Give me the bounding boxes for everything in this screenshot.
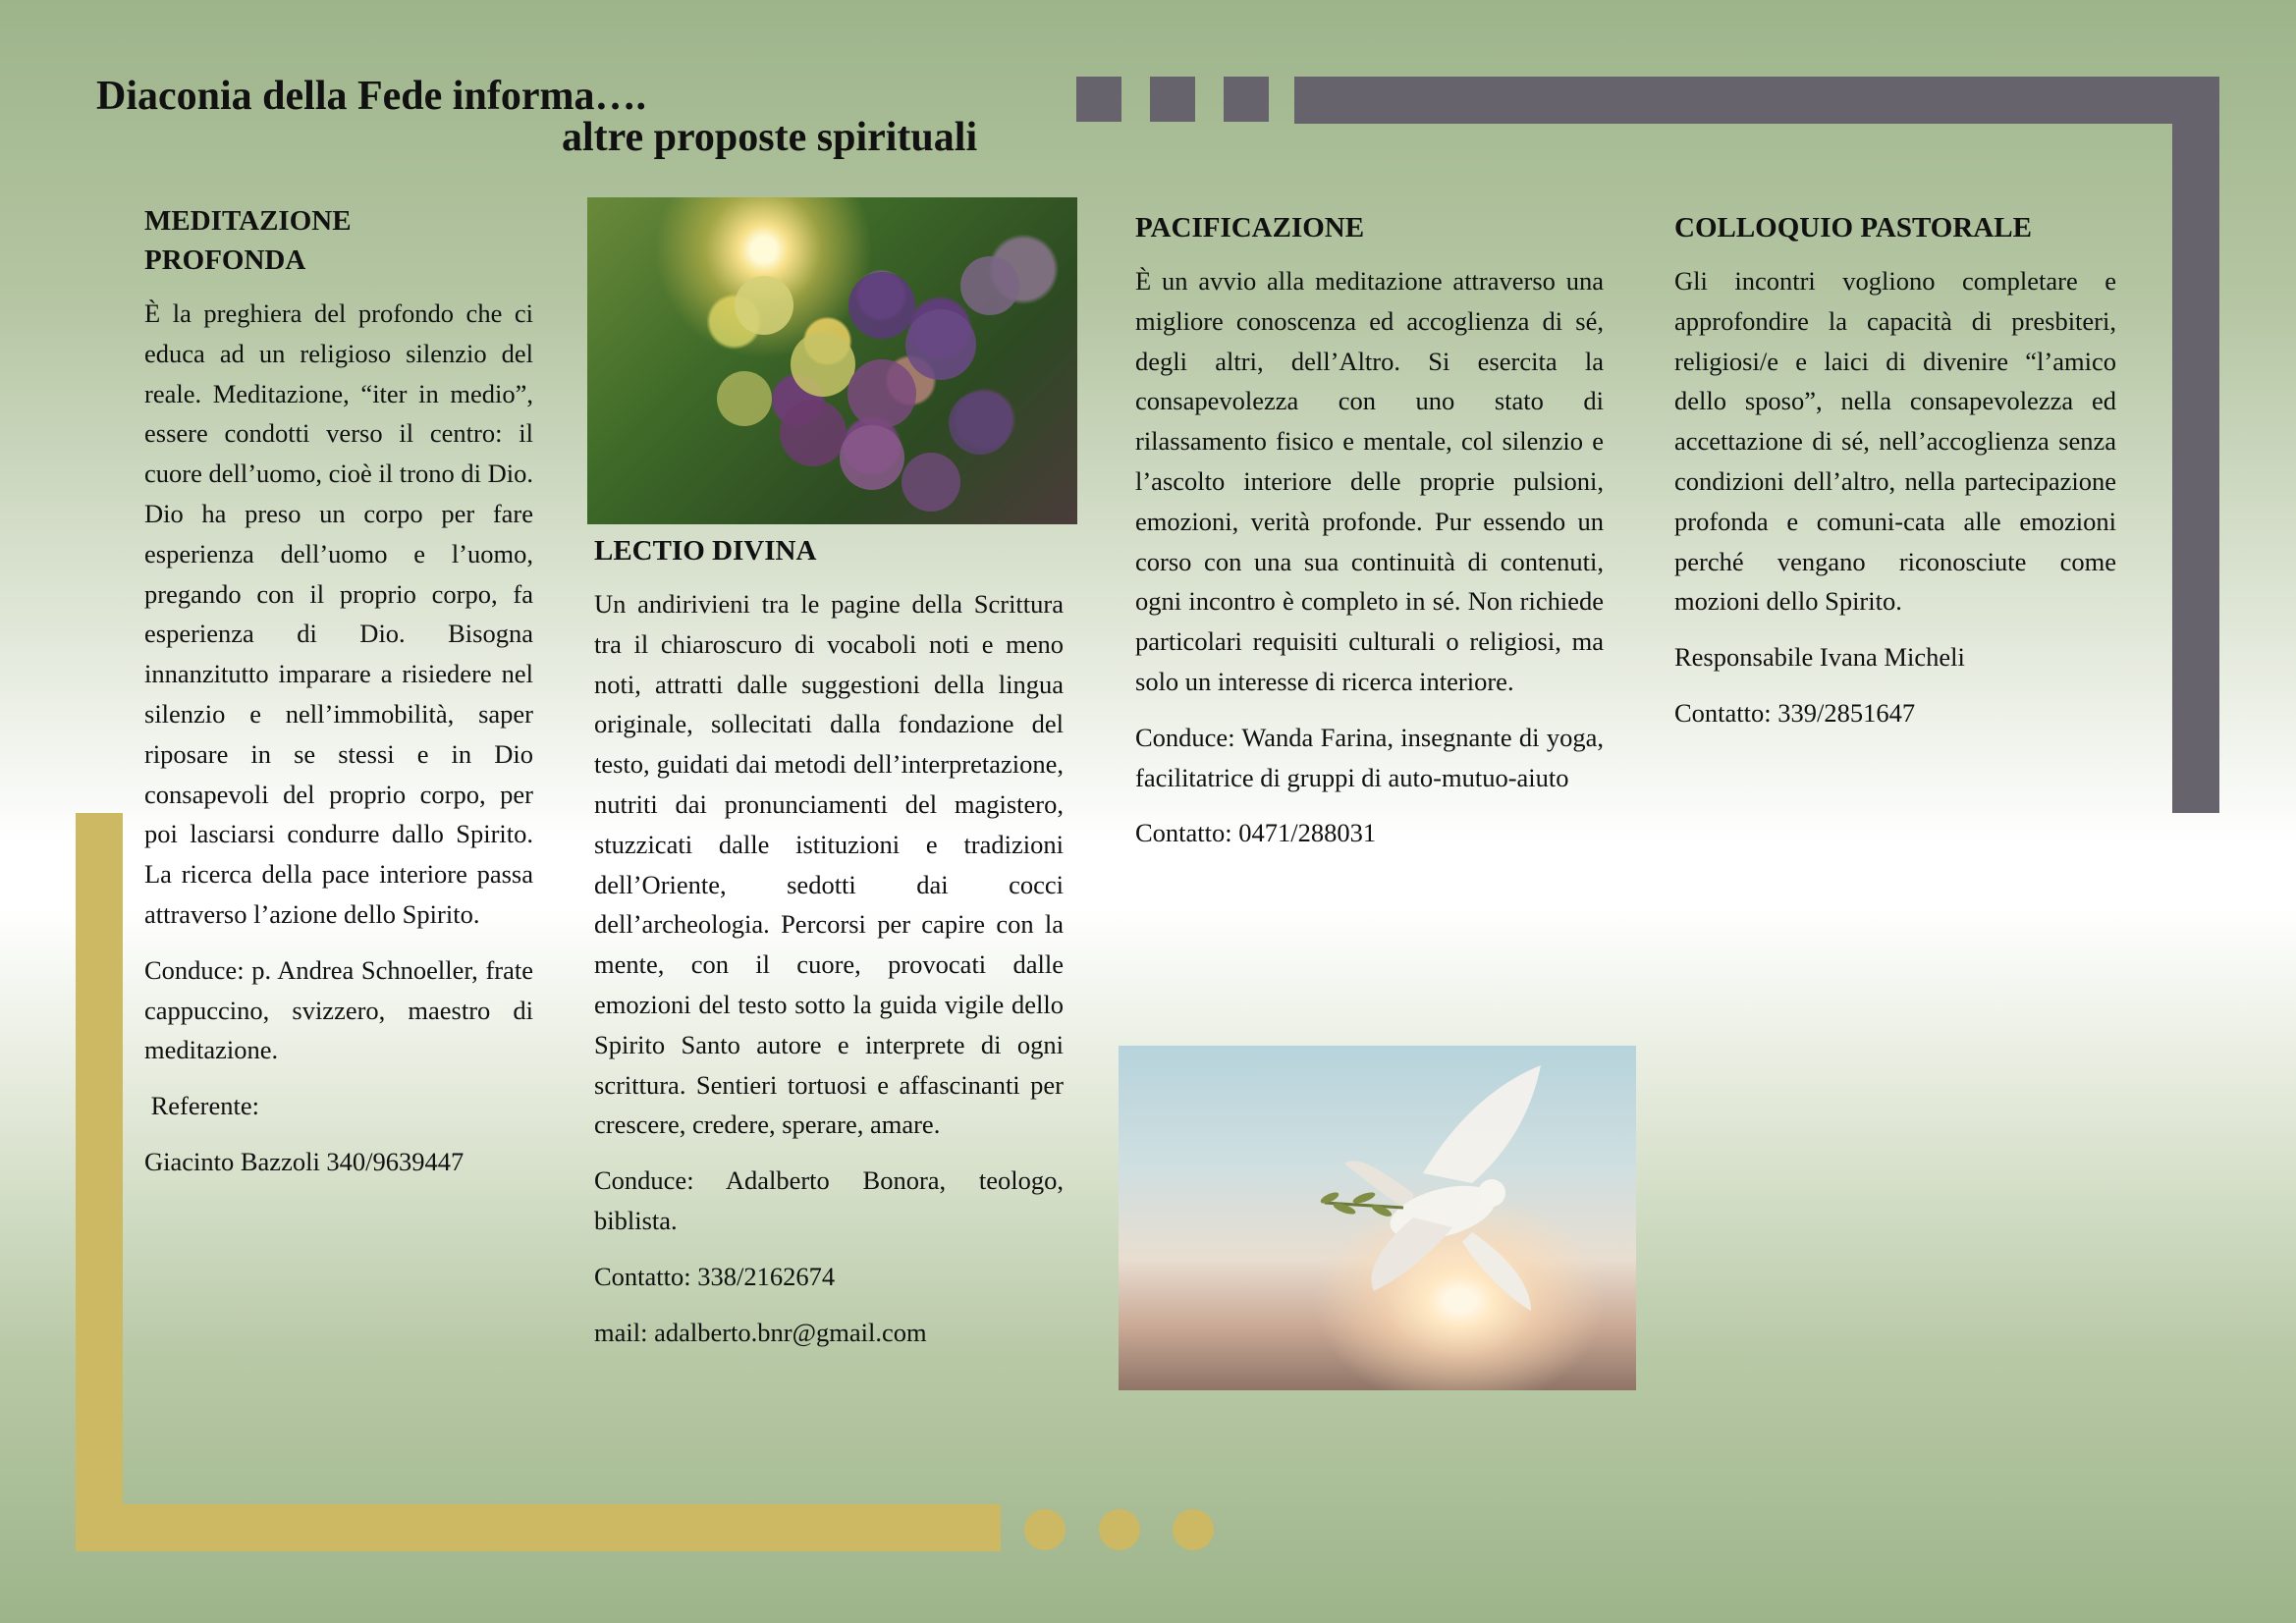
dove-illustration <box>1119 1046 1636 1390</box>
heading-pacificazione: PACIFICAZIONE <box>1135 212 1365 243</box>
referente-contact: Giacinto Bazzoli 340/9639447 <box>144 1146 465 1176</box>
column-meditazione <box>144 201 533 1198</box>
body-text: È un avvio alla meditazione attraverso una migliore conoscenza ed accoglienza di sé, degli altri, dell’Altro. Si esercita la consapevolezza con uno stato di rilassamento fisico e mentale, col silenzio e l’ascolto interiore delle proprie pulsioni, emozioni, verità profonde. Pur essendo un corso con una sua continuità di contenuti, ogni incontro è completo in sé. Non richiede particolari requisiti culturali o religiosi, ma solo un interesse di ricerca interiore. <box>1135 266 1604 696</box>
conduce-text: Conduce: Wanda Farina, insegnante di yoga, facilitatrice di gruppi di auto-mutuo-aiuto <box>1135 722 1604 792</box>
page-subtitle: altre proposte spirituali <box>562 115 978 160</box>
body-text: Gli incontri vogliono completare e approfondire la capacità di presbiteri, religiosi/e e laici di divenire “l’amico dello sposo”, nella consapevolezza ed accettazione di sé, nell’accoglienza senza condizioni dell’altro, nella partecipazione profonda e comuni-cata alle emozioni perché vengano riconosciute come mozioni dello Spirito. <box>1674 266 2116 617</box>
heading-line-2: PROFONDA <box>144 244 306 276</box>
conduce-text: Conduce: Adalberto Bonora, teologo, biblista. <box>594 1165 1064 1235</box>
body-text: Un andirivieni tra le pagine della Scrittura tra il chiaroscuro di vocaboli noti e meno noti, attratti dalle suggestioni della lingua originale, sollecitati dalla fondazione del testo, guidati dai metodi dell’interpretazione, nutriti dai pronunciamenti del magistero, stuzzicati dalle istituzioni e tradizioni dell’Oriente, sedotti dai cocci dell’archeologia. Percorsi per capire con la mente, con il cuore, provocati dalle emozioni del testo sotto la guida vigile dello Spirito Santo autore e interprete di ogni scrittura. Sentieri tortuosi e affascinanti per crescere, credere, sperare, amare. <box>594 589 1064 1140</box>
decor-square-1 <box>1076 77 1121 122</box>
bottom-gold-bar <box>76 1504 1001 1551</box>
grapes-photo <box>587 197 1077 524</box>
contact-phone: Contatto: 339/2851647 <box>1674 697 1916 728</box>
top-gray-bar <box>1294 77 2219 124</box>
right-gray-bar <box>2172 77 2219 813</box>
page-title: Diaconia della Fede informa…. <box>96 74 646 119</box>
heading-meditazione <box>144 201 533 280</box>
contact-phone: Contatto: 338/2162674 <box>594 1261 836 1291</box>
left-gold-bar <box>76 813 123 1551</box>
body-text: È la preghiera del profondo che ci educa ad un religioso silenzio del reale. Meditazione, “iter in medio”, essere condotti verso il centro: il cuore dell’uomo, cioè il trono di Dio. Dio ha preso un corpo per fare esperienza dell’uomo e l’uomo, pregando con il proprio corpo, fa esperienza di Dio. Bisogna innanzitutto imparare a risiedere nel silenzio e nell’immobilità, saper riposare in se stessi e in Dio consapevoli del proprio corpo, per poi lasciarsi condurre dallo Spirito. La ricerca della pace interiore passa attraverso l’azione dello Spirito. <box>144 298 533 929</box>
heading-lectio: LECTIO DIVINA <box>594 535 817 567</box>
decor-dot-3 <box>1173 1509 1214 1550</box>
heading-colloquio: COLLOQUIO PASTORALE <box>1674 212 2032 243</box>
conduce-text: Conduce: p. Andrea Schnoeller, frate cappuccino, svizzero, maestro di meditazione. <box>144 954 533 1065</box>
contact-email: mail: adalberto.bnr@gmail.com <box>594 1317 927 1347</box>
responsabile-text: Responsabile Ivana Micheli <box>1674 642 1965 673</box>
column-pacificazione <box>1135 208 1604 869</box>
referente-label: Referente: <box>144 1091 259 1121</box>
decor-square-3 <box>1224 77 1269 122</box>
column-colloquio <box>1674 208 2116 749</box>
heading-line-1: MEDITAZIONE <box>144 205 352 237</box>
dove-photo <box>1119 1046 1636 1390</box>
decor-dot-2 <box>1099 1509 1140 1550</box>
grapes-illustration <box>587 197 1077 524</box>
decor-dot-1 <box>1024 1509 1066 1550</box>
column-lectio <box>594 531 1064 1368</box>
decor-square-2 <box>1150 77 1195 122</box>
contact-phone: Contatto: 0471/288031 <box>1135 818 1377 848</box>
